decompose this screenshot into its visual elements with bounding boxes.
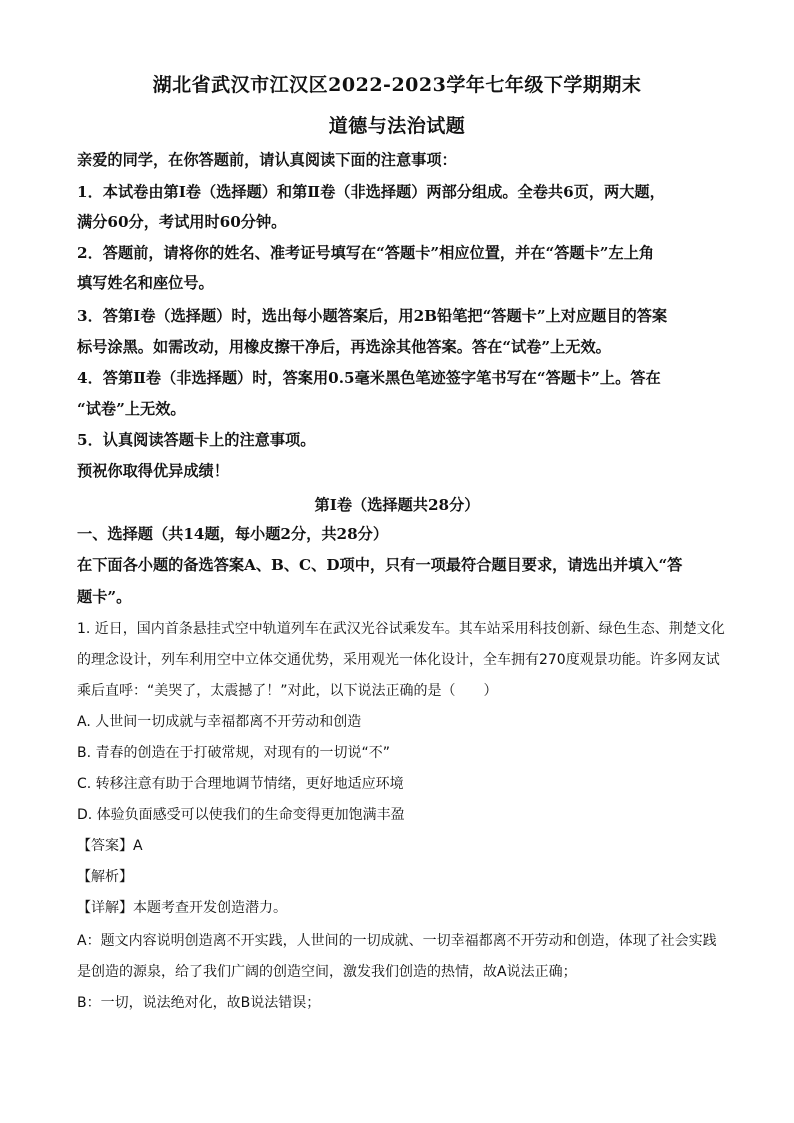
question-stem: 乘后直呼：“美哭了，太震撼了！”对此，以下说法正确的是（ ） [77, 683, 498, 699]
notice-line: 2．答题前，请将你的姓名、准考证号填写在“答题卡”相应位置，并在“答题卡”左上角 [77, 244, 655, 262]
answer-line [77, 836, 727, 856]
part-title: 第Ⅰ卷（选择题共28分） [314, 496, 480, 514]
answer-value: A [133, 838, 143, 854]
explain-line: A：题文内容说明创造离不开实践，人世间的一切成就、一切幸福都离不开劳动和创造，体现了社会实践 [77, 933, 717, 949]
option-d: D. 体验负面感受可以使我们的生命变得更加饱满丰盈 [77, 807, 405, 823]
option-b: B. 青春的创造在于打破常规，对现有的一切说“不” [77, 745, 391, 761]
notice-line: 满分60分，考试用时60分钟。 [77, 213, 287, 231]
answer-tag: 【答案】 [77, 838, 133, 854]
notice-line: 5．认真阅读答题卡上的注意事项。 [77, 431, 316, 449]
notice-line: 标号涂黑。如需改动，用橡皮擦干净后，再选涂其他答案。答在“试卷”上无效。 [77, 338, 611, 356]
question-stem: 1. 近日，国内首条悬挂式空中轨道列车在武汉光谷试乘发车。其车站采用科技创新、绿色生态、荆楚文化 [77, 621, 725, 637]
question-stem: 的理念设计，列车利用空中立体交通优势，采用观光一体化设计，全车拥有270度观景功能。许多网友试 [77, 652, 720, 668]
notice-line: 4．答第Ⅱ卷（非选择题）时，答案用0.5毫米黑色笔迹签字笔书写在“答题卡”上。答在 [77, 369, 661, 387]
section-heading: 一、选择题（共14题，每小题2分，共28分） [77, 525, 389, 543]
section-instruction: 在下面各小题的备选答案A、B、C、D项中，只有一项最符合题目要求，请选出并填入“答 [77, 556, 683, 574]
detail-text: 本题考查开发创造潜力。 [133, 900, 287, 916]
notice-line: 3．答第Ⅰ卷（选择题）时，选出每小题答案后，用2B铅笔把“答题卡”上对应题目的答案 [77, 307, 668, 325]
option-c: C. 转移注意有助于合理地调节情绪，更好地适应环境 [77, 776, 404, 792]
notice-line: 填写姓名和座位号。 [77, 274, 214, 292]
explain-line: 是创造的源泉，给了我们广阔的创造空间，激发我们创造的热情，故A说法正确； [77, 964, 577, 980]
detail-tag: 【详解】 [77, 900, 133, 916]
notice-intro: 亲爱的同学，在你答题前，请认真阅读下面的注意事项： [77, 151, 457, 169]
explain-line: B：一切，说法绝对化，故B说法错误； [77, 995, 321, 1011]
notice-wish: 预祝你取得优异成绩！ [77, 462, 229, 480]
notice-line: “试卷”上无效。 [77, 400, 186, 418]
option-a: A. 人世间一切成就与幸福都离不开劳动和创造 [77, 714, 362, 730]
exam-subject: 道德与法治试题 [328, 115, 466, 137]
detail-line [77, 898, 727, 918]
section-instruction: 题卡”。 [77, 588, 132, 606]
notice-line: 1．本试卷由第Ⅰ卷（选择题）和第Ⅱ卷（非选择题）两部分组成。全卷共6页，两大题， [77, 183, 665, 201]
exam-title: 湖北省武汉市江汉区2022-2023学年七年级下学期期末 [152, 74, 642, 96]
analysis-tag: 【解析】 [77, 869, 133, 885]
